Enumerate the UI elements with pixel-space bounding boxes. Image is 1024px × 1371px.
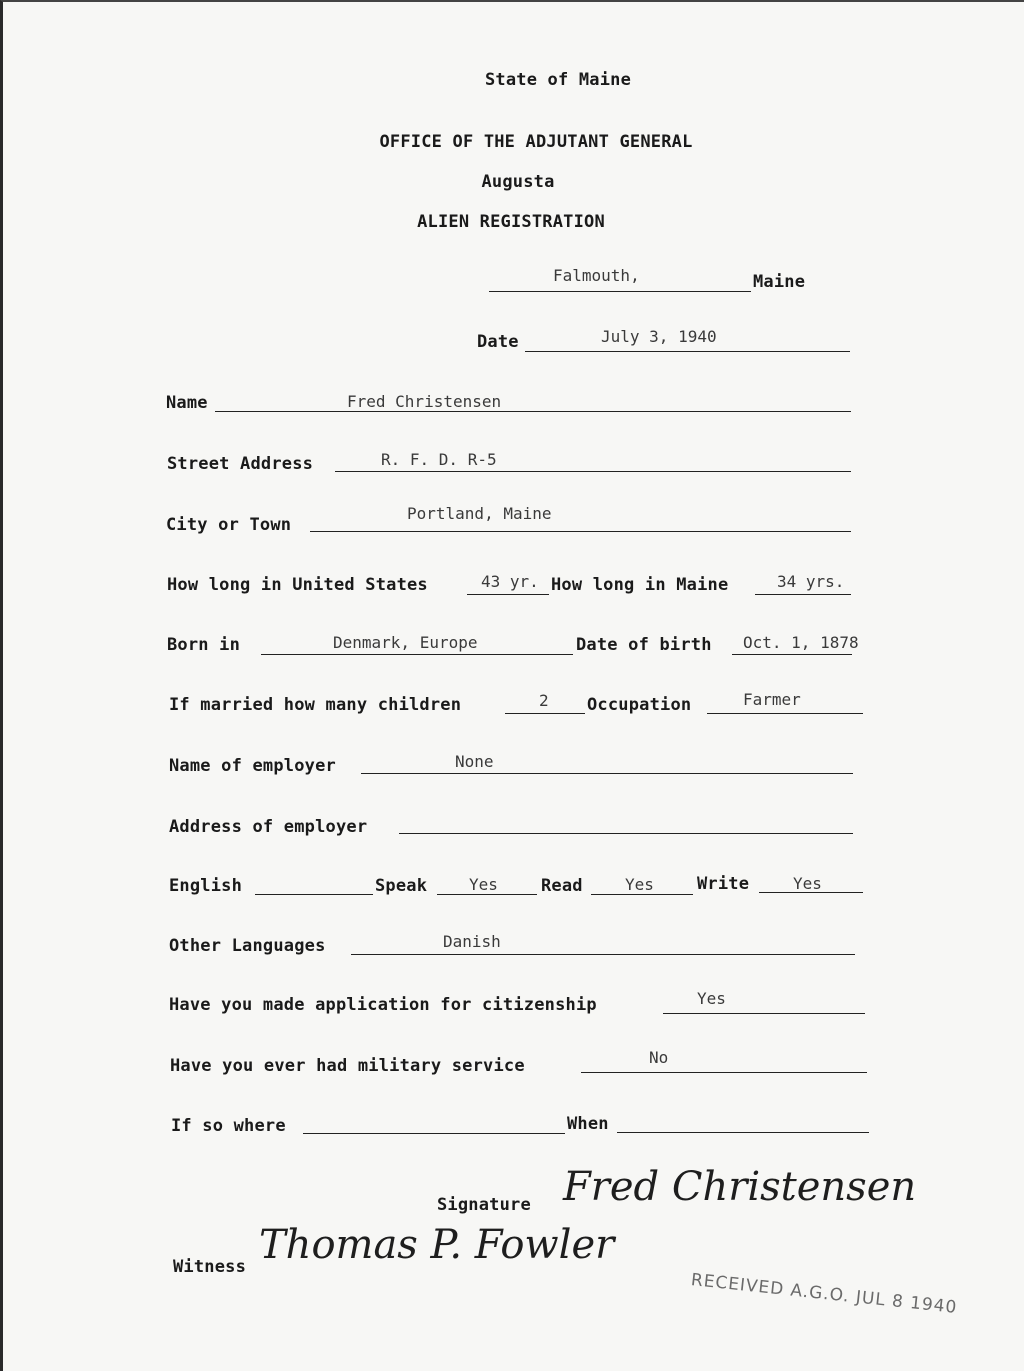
- state-label: Maine: [753, 272, 806, 292]
- date-value: July 3, 1940: [601, 327, 717, 346]
- signature-handwriting: Fred Christensen: [563, 1164, 917, 1210]
- maine-duration-value: 34 yrs.: [777, 572, 845, 591]
- employer-address-label: Address of employer: [169, 817, 368, 837]
- us-duration-value: 43 yr.: [481, 572, 539, 591]
- when-line: [617, 1132, 869, 1133]
- date-line: [525, 351, 850, 352]
- name-value: Fred Christensen: [347, 392, 502, 411]
- english-label: English: [169, 876, 243, 896]
- when-label: When: [567, 1114, 609, 1134]
- occupation-value: Farmer: [743, 690, 801, 709]
- city-line: [310, 531, 851, 532]
- dob-line: [732, 654, 852, 655]
- received-stamp: RECEIVED A.G.O. JUL 8 1940: [689, 1270, 959, 1318]
- dob-value: Oct. 1, 1878: [743, 633, 859, 652]
- speak-value: Yes: [469, 875, 498, 894]
- children-label: If married how many children: [169, 695, 462, 715]
- office-heading: OFFICE OF THE ADJUTANT GENERAL: [379, 132, 693, 152]
- town-value: Falmouth,: [553, 266, 640, 285]
- other-languages-line: [351, 954, 855, 955]
- occupation-line: [707, 713, 863, 714]
- signature-label: Signature: [437, 1195, 531, 1215]
- write-label: Write: [697, 874, 750, 894]
- born-in-line: [261, 654, 573, 655]
- read-value: Yes: [625, 875, 654, 894]
- us-duration-label: How long in United States: [167, 575, 428, 595]
- write-value: Yes: [793, 874, 822, 893]
- read-line: [591, 894, 693, 895]
- witness-handwriting: Thomas P. Fowler: [259, 1222, 615, 1268]
- city-value: Portland, Maine: [407, 504, 552, 523]
- born-in-value: Denmark, Europe: [333, 633, 478, 652]
- name-line: [215, 411, 851, 412]
- speak-line: [437, 894, 537, 895]
- military-line: [581, 1072, 867, 1073]
- city-label: City or Town: [166, 515, 292, 535]
- employer-address-line: [399, 833, 853, 834]
- occupation-label: Occupation: [587, 695, 692, 715]
- citizenship-line: [663, 1013, 865, 1014]
- english-line: [255, 894, 373, 895]
- dob-label: Date of birth: [576, 635, 712, 655]
- employer-value: None: [455, 752, 494, 771]
- state-heading: State of Maine: [484, 70, 632, 90]
- other-languages-value: Danish: [443, 932, 501, 951]
- children-value: 2: [539, 691, 549, 710]
- town-line: [489, 291, 751, 292]
- citizenship-label: Have you made application for citizenship: [169, 995, 597, 1015]
- read-label: Read: [541, 876, 583, 896]
- street-value: R. F. D. R-5: [381, 450, 497, 469]
- children-line: [505, 713, 585, 714]
- date-label: Date: [477, 332, 519, 352]
- other-languages-label: Other Languages: [169, 936, 326, 956]
- form-title: ALIEN REGISTRATION: [417, 212, 605, 232]
- where-line: [303, 1133, 565, 1134]
- where-label: If so where: [171, 1116, 286, 1136]
- city-heading: Augusta: [481, 172, 555, 192]
- write-line: [759, 892, 863, 893]
- name-label: Name: [166, 393, 208, 413]
- born-in-label: Born in: [167, 635, 241, 655]
- speak-label: Speak: [375, 876, 428, 896]
- maine-duration-line: [755, 594, 851, 595]
- military-value: No: [649, 1048, 669, 1067]
- employer-line: [361, 773, 853, 774]
- maine-duration-label: How long in Maine: [551, 575, 729, 595]
- employer-label: Name of employer: [169, 756, 336, 776]
- witness-label: Witness: [173, 1257, 247, 1277]
- street-label: Street Address: [167, 454, 314, 474]
- citizenship-value: Yes: [697, 989, 726, 1008]
- military-label: Have you ever had military service: [170, 1056, 525, 1076]
- street-line: [335, 471, 851, 472]
- us-duration-line: [467, 594, 549, 595]
